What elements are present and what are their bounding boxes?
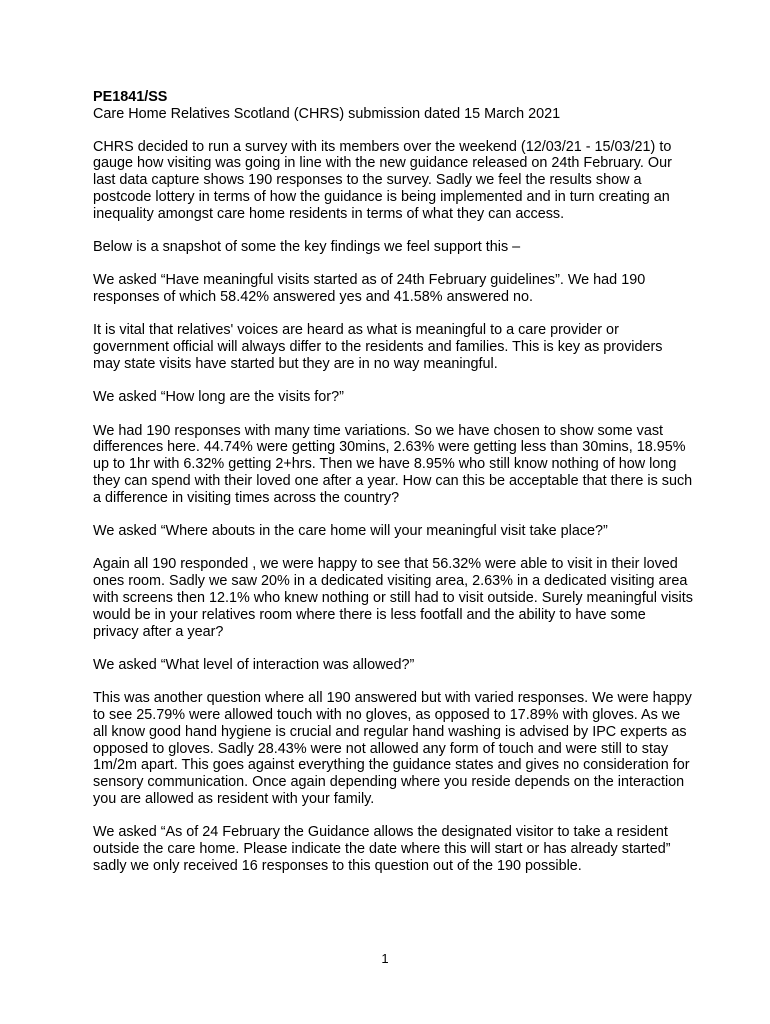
document-subtitle: Care Home Relatives Scotland (CHRS) submission dated 15 March 2021 xyxy=(93,105,561,122)
paragraph-meaningful-visits-question: We asked “Have meaningful visits started as of 24th February guidelines”. We had 190 responses of which 58.42% answered yes and 41.58% answered no. xyxy=(93,272,646,306)
document-reference: PE1841/SS xyxy=(93,89,168,105)
page-number: 1 xyxy=(381,951,389,966)
paragraph-visit-length-results: We had 190 responses with many time variations. So we have chosen to show some vast differences here. 44.74% were getting 30mins, 2.63% were getting less than 30mins, 18.95% up to 1hr with 6.32% getting 2+hrs. Then we have 8.95% who still know nothing of how long they can spend with their loved one after a year. How can this be acceptable that there is such a difference in visiting times across the country? xyxy=(93,422,693,506)
paragraph-visit-location-results: Again all 190 responded , we were happy to see that 56.32% were able to visit in their loved ones room. Sadly we saw 20% in a dedicated visiting area, 2.63% in a dedicated visiting area with screens then 12.1% who knew nothing or still had to visit outside. Surely meaningful visits would be in your relatives room where there is less footfall and the ability to have some privacy after a year? xyxy=(93,556,693,640)
paragraph-relatives-voices: It is vital that relatives' voices are heard as what is meaningful to a care provider or government official will always differ to the residents and families. This is key as providers may state visits have started but they are in no way meaningful. xyxy=(93,322,663,373)
document-page xyxy=(93,89,693,891)
paragraph-visit-length-question: We asked “How long are the visits for?” xyxy=(93,389,344,406)
paragraph-key-findings-lead: Below is a snapshot of some the key findings we feel support this – xyxy=(93,239,521,256)
paragraph-visit-location-question: We asked “Where abouts in the care home will your meaningful visit take place?” xyxy=(93,523,608,540)
paragraph-interaction-results: This was another question where all 190 answered but with varied responses. We were happy to see 25.79% were allowed touch with no gloves, as opposed to 17.89% with gloves. As we all know good hand hygiene is crucial and regular hand washing is advised by IPC experts as opposed to gloves. Sadly 28.43% were not allowed any form of touch and were still to stay 1m/2m apart. This goes against everything the guidance states and gives no consideration for sensory communication. Once again depending where you reside depends on the interaction you are allowed as resident with your family. xyxy=(93,690,692,807)
paragraph-interaction-question: We asked “What level of interaction was allowed?” xyxy=(93,656,415,673)
paragraph-outside-visits: We asked “As of 24 February the Guidance allows the designated visitor to take a resident outside the care home. Please indicate the date where this will start or has already started” sadly we only received 16 responses to this question out of the 190 possible. xyxy=(93,824,671,874)
paragraph-intro: CHRS decided to run a survey with its members over the weekend (12/03/21 - 15/03/21) to gauge how visiting was going in line with the new guidance released on 24th February. Our last data capture shows 190 responses to the survey. Sadly we feel the results show a postcode lottery in terms of how the guidance is being implemented and in turn creating an inequality amongst care home residents in terms of what they can access. xyxy=(93,138,672,222)
